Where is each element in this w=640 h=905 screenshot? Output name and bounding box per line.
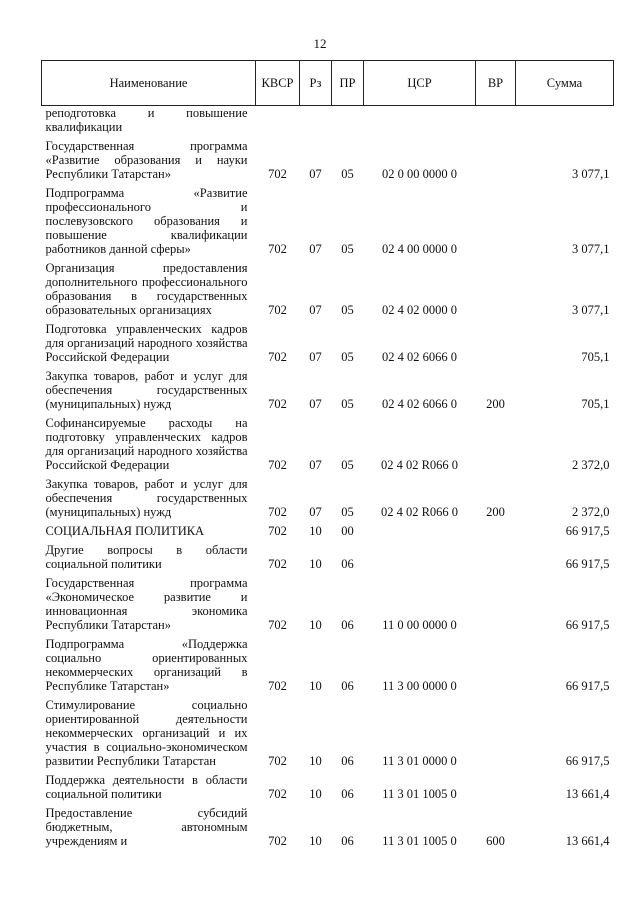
cell-name: Другие вопросы в области социальной политики: [45, 543, 248, 571]
cell-name: Поддержка деятельности в области социальной политики: [45, 773, 248, 801]
cell-vr: 200: [486, 505, 505, 519]
cell-sum: [516, 106, 614, 138]
cell-vr: [476, 106, 516, 138]
col-header-vr: ВР: [476, 61, 516, 106]
cell-name: Софинансируемые расходы на подготовку управленческих кадров для организаций народного хозяйства Российской Федерации: [45, 416, 248, 472]
page-number: 12: [313, 36, 327, 51]
cell-pr: 05: [341, 350, 354, 364]
cell-pr: 05: [341, 167, 354, 181]
cell-name: Подпрограмма «Развитие профессионального и послевузовского образования и повышение квалификации работников данной сферы»: [45, 186, 248, 256]
cell-rz: 07: [309, 397, 322, 411]
cell-sum: 3 077,1: [572, 242, 610, 256]
table-row: [42, 367, 614, 414]
cell-name: Государственная программа «Экономическое развитие и инновационная экономика Республики Татарстан»: [45, 576, 248, 632]
cell-rz: 10: [309, 557, 322, 571]
cell-kvsr: 702: [268, 458, 287, 472]
cell-sum: 66 917,5: [565, 557, 610, 571]
cell-rz: 10: [309, 787, 322, 801]
cell-csr: 11 3 01 1005 0: [382, 834, 457, 848]
cell-name: СОЦИАЛЬНАЯ ПОЛИТИКА: [45, 524, 205, 538]
cell-csr: 11 3 01 1005 0: [382, 787, 457, 801]
cell-sum: 66 917,5: [565, 524, 610, 538]
cell-kvsr: [256, 106, 300, 138]
cell-rz: 10: [309, 524, 322, 538]
cell-vr: [476, 137, 516, 184]
col-header-kvsr: КВСР: [256, 61, 300, 106]
cell-vr: [476, 259, 516, 320]
cell-kvsr: 702: [268, 787, 287, 801]
cell-csr: 02 4 02 6066 0: [382, 397, 457, 411]
cell-csr: 11 0 00 0000 0: [382, 618, 457, 632]
cell-kvsr: 702: [268, 505, 287, 519]
cell-pr: 00: [341, 524, 354, 538]
cell-csr: 02 4 00 0000 0: [382, 242, 457, 256]
cell-sum: 2 372,0: [572, 505, 610, 519]
cell-rz: 10: [309, 754, 322, 768]
cell-rz: 07: [309, 505, 322, 519]
cell-csr: 11 3 00 0000 0: [382, 679, 457, 693]
col-header-name: Наименование: [42, 61, 256, 106]
table-row: [42, 137, 614, 184]
cell-csr: 02 4 02 R066 0: [380, 505, 459, 519]
cell-pr: [332, 106, 364, 138]
cell-vr: [476, 635, 516, 696]
cell-rz: 07: [309, 350, 322, 364]
cell-pr: 06: [341, 787, 354, 801]
cell-vr: [476, 541, 516, 574]
cell-pr: 06: [341, 618, 354, 632]
cell-pr: 06: [341, 679, 354, 693]
cell-vr: [476, 414, 516, 475]
budget-table: [41, 60, 614, 851]
cell-csr: [364, 106, 476, 138]
cell-vr: [476, 771, 516, 804]
cell-csr: 02 4 02 6066 0: [382, 350, 457, 364]
col-header-sum: Сумма: [516, 61, 614, 106]
cell-kvsr: 702: [268, 679, 287, 693]
cell-sum: 13 661,4: [565, 834, 610, 848]
cell-pr: 06: [341, 834, 354, 848]
col-header-csr: ЦСР: [364, 61, 476, 106]
table-row: [42, 259, 614, 320]
table-row: [42, 635, 614, 696]
cell-sum: 705,1: [581, 397, 610, 411]
cell-csr: 02 0 00 0000 0: [382, 167, 457, 181]
cell-kvsr: 702: [268, 618, 287, 632]
cell-sum: 66 917,5: [565, 754, 610, 768]
cell-vr: [476, 696, 516, 771]
cell-pr: 05: [341, 397, 354, 411]
cell-vr: [476, 522, 516, 541]
cell-kvsr: 702: [268, 167, 287, 181]
cell-kvsr: 702: [268, 557, 287, 571]
cell-csr: [364, 541, 476, 574]
cell-name: Подготовка управленческих кадров для организаций народного хозяйства Российской Федерации: [45, 322, 248, 364]
cell-csr: 11 3 01 0000 0: [382, 754, 457, 768]
cell-name: реподготовка и повышение квалификации: [45, 106, 248, 134]
table-row: [42, 414, 614, 475]
cell-pr: 05: [341, 458, 354, 472]
cell-name: Государственная программа «Развитие образования и науки Республики Татарстан»: [45, 139, 248, 181]
table-row: [42, 475, 614, 522]
cell-sum: 3 077,1: [572, 303, 610, 317]
cell-kvsr: 702: [268, 242, 287, 256]
cell-kvsr: 702: [268, 303, 287, 317]
cell-name: Закупка товаров, работ и услуг для обеспечения государственных (муниципальных) нужд: [45, 369, 248, 411]
table-row: [42, 696, 614, 771]
table-row: [42, 574, 614, 635]
cell-vr: [476, 574, 516, 635]
cell-kvsr: 702: [268, 397, 287, 411]
cell-sum: 2 372,0: [572, 458, 610, 472]
cell-sum: 13 661,4: [565, 787, 610, 801]
table-row: [42, 771, 614, 804]
cell-sum: 66 917,5: [565, 618, 610, 632]
cell-kvsr: 702: [268, 834, 287, 848]
table-row: [42, 320, 614, 367]
col-header-rz: Рз: [300, 61, 332, 106]
cell-kvsr: 702: [268, 524, 287, 538]
cell-vr: [476, 184, 516, 259]
table-row: [42, 541, 614, 574]
table-row: [42, 522, 614, 541]
cell-rz: 10: [309, 679, 322, 693]
cell-rz: 07: [309, 167, 322, 181]
cell-rz: 07: [309, 242, 322, 256]
cell-rz: [300, 106, 332, 138]
cell-pr: 06: [341, 754, 354, 768]
cell-csr: 02 4 02 0000 0: [382, 303, 457, 317]
cell-name: Предоставление субсидий бюджетным, автономным учреждениям и: [45, 806, 248, 848]
cell-sum: 3 077,1: [572, 167, 610, 181]
cell-name: Стимулирование социально ориентированной деятельности некоммерческих организаций и их участия в социально-экономическом развитии Республики Татарстан: [45, 698, 248, 768]
cell-name: Закупка товаров, работ и услуг для обеспечения государственных (муниципальных) нужд: [45, 477, 248, 519]
cell-kvsr: 702: [268, 350, 287, 364]
cell-pr: 05: [341, 242, 354, 256]
col-header-pr: ПР: [332, 61, 364, 106]
cell-kvsr: 702: [268, 754, 287, 768]
cell-rz: 10: [309, 618, 322, 632]
table-row: [42, 184, 614, 259]
cell-vr: 200: [486, 397, 505, 411]
cell-pr: 05: [341, 303, 354, 317]
cell-pr: 05: [341, 505, 354, 519]
cell-pr: 06: [341, 557, 354, 571]
table-row: [42, 804, 614, 851]
cell-sum: 66 917,5: [565, 679, 610, 693]
cell-name: Организация предоставления дополнительного профессионального образования в государственных образовательных организациях: [45, 261, 248, 317]
cell-rz: 10: [309, 834, 322, 848]
cell-rz: 07: [309, 303, 322, 317]
cell-csr: 02 4 02 R066 0: [380, 458, 459, 472]
table-row: [42, 106, 614, 138]
cell-name: Подпрограмма «Поддержка социально ориентированных некоммерческих организаций в Республике Татарстан»: [45, 637, 248, 693]
table-header: [42, 61, 614, 106]
cell-sum: 705,1: [581, 350, 610, 364]
cell-vr: [476, 320, 516, 367]
cell-vr: 600: [486, 834, 505, 848]
cell-csr: [364, 522, 476, 541]
cell-rz: 07: [309, 458, 322, 472]
